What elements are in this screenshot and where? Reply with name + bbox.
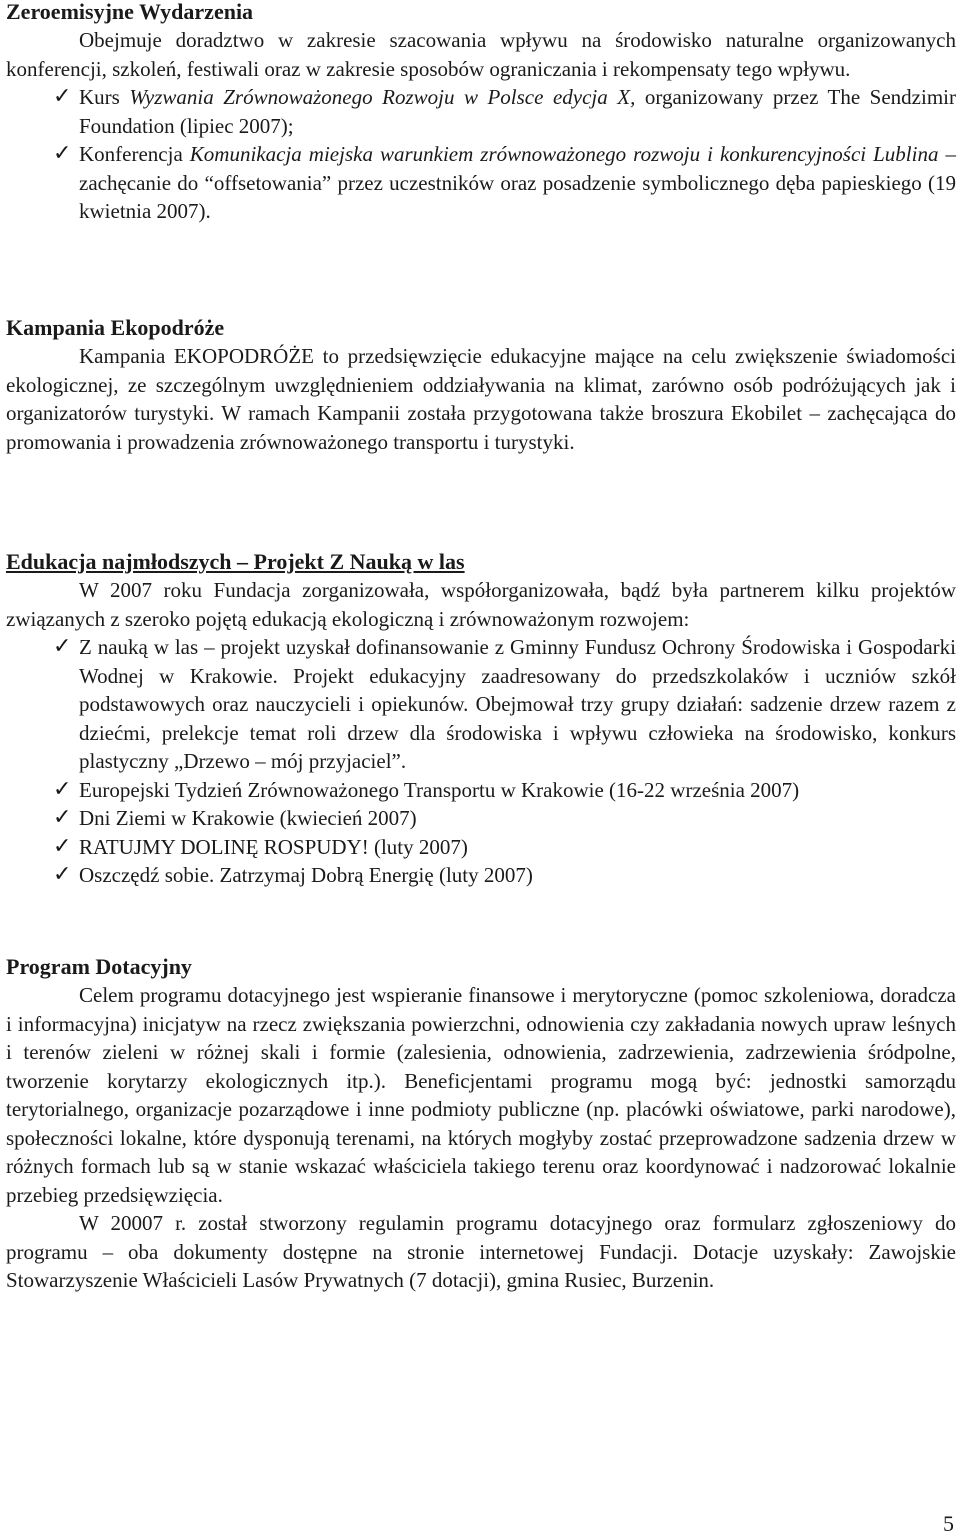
list-item: ✓ RATUJMY DOLINĘ ROSPUDY! (luty 2007) — [6, 833, 956, 862]
check-icon: ✓ — [53, 833, 72, 859]
check-icon: ✓ — [53, 141, 72, 166]
check-icon: ✓ — [53, 776, 72, 802]
list-item: ✓ Dni Ziemi w Krakowie (kwiecień 2007) — [6, 804, 956, 833]
check-icon: ✓ — [53, 805, 72, 830]
section-title: Kampania Ekopodróże — [6, 315, 225, 340]
bullet-list — [6, 633, 956, 890]
section-edukacja — [6, 548, 956, 890]
list-item: ✓ Konferencja Komunikacja miejska warunkiem zrównoważonego rozwoju i konkurencyjności Lublina – zachęcanie do “offsetowania” przez uczestników oraz posadzenie symbolicznego dęba papieskiego (19 kwietnia 2007). — [53, 141, 957, 223]
page-number: 5 — [943, 1511, 954, 1536]
list-item: ✓ Oszczędź sobie. Zatrzymaj Dobrą Energię (luty 2007) — [6, 861, 956, 890]
list-item: ✓ Z nauką w las – projekt uzyskał dofinansowanie z Gminny Fundusz Ochrony Środowiska i Gospodarki Wodnej w Krakowie. Projekt edukacyjny zaadresowany do przedszkolaków i uczniów szkół podstawowych oraz nauczycieli i opiekunów. Obejmował trzy grupy działań: sadzenie drzew razem z dziećmi, prelekcje temat roli drzew dla środowiska i wpływu człowieka na środowisko, konkurs plastyczny „Drzewo – mój przyjaciel”. — [53, 634, 956, 773]
section-title: Edukacja najmłodszych – Projekt Z Nauką w las — [6, 549, 465, 574]
check-icon: ✓ — [53, 84, 72, 109]
section-paragraph: W 2007 roku Fundacja zorganizowała, współorganizowała, bądź była partnerem kilku projektów związanych z szeroko pojętą edukacją ekologiczną i zrównoważonym rozwojem: — [6, 578, 956, 631]
list-item: ✓ Europejski Tydzień Zrównoważonego Transportu w Krakowie (16-22 września 2007) — [6, 776, 956, 805]
section-title: Zeroemisyjne Wydarzenia — [6, 0, 254, 24]
list-item: ✓ Kurs Wyzwania Zrównoważonego Rozwoju w Polsce edycja X, organizowany przez The Sendzimir Foundation (lipiec 2007); — [53, 84, 956, 138]
section-paragraph: Celem programu dotacyjnego jest wspieranie finansowe i merytoryczne (pomoc szkoleniowa, doradcza i informacyjna) inicjatyw na rzecz zwiększania powierzchni, odnowienia czy zakładania nowych upraw leśnych i terenów zieleni w różnej skali i formie (zalesienia, odnowienia, zadrzewienia, zadrzewienia śródpolne, tworzenie korytarzy ekologicznych itp.). Beneficjentami programu mogą być: jednostki samorządu terytorialnego, organizacje pozarządowe i inne podmioty publiczne (np. placówki oświatowe, parki narodowe), społeczności lokalne, które dysponują terenami, na których mogłyby zostać przeprowadzone sadzenia drzew w różnych formach lub są w stanie wskazać właściciela takiego terenu oraz koordynować i nadzorować lokalnie przebieg przedsięwzięcia. — [6, 983, 956, 1207]
bullet-list — [6, 83, 956, 226]
section-ekopodroze — [6, 314, 956, 456]
section-title: Program Dotacyjny — [6, 954, 192, 979]
check-icon: ✓ — [53, 634, 72, 659]
check-icon: ✓ — [53, 862, 72, 887]
section-paragraph: Obejmuje doradztwo w zakresie szacowania wpływu na środowisko naturalne organizowanych konferencji, szkoleń, festiwali oraz w zakresie sposobów ograniczania i rekompensaty tego wpływu. — [6, 28, 956, 81]
section-program-dotacyjny — [6, 953, 956, 1295]
section-paragraph: Kampania EKOPODRÓŻE to przedsięwzięcie edukacyjne mające na celu zwiększenie świadomości ekologicznej, ze szczególnym uwzględnieniem oddziaływania na klimat, zarówno osób podróżujących jak i organizatorów turystyki. W ramach Kampanii została przygotowana także broszura Ekobilet – zachęcająca do promowania i prowadzenia zrównoważonego transportu i turystyki. — [6, 344, 956, 454]
section-zeroemisyjne — [6, 0, 956, 226]
section-paragraph: W 20007 r. został stworzony regulamin programu dotacyjnego oraz formularz zgłoszeniowy do programu – oba dokumenty dostępne na stronie internetowej Fundacji. Dotacje uzyskały: Zawojskie Stowarzyszenie Właścicieli Lasów Prywatnych (7 dotacji), gmina Rusiec, Burzenin. — [6, 1211, 956, 1292]
